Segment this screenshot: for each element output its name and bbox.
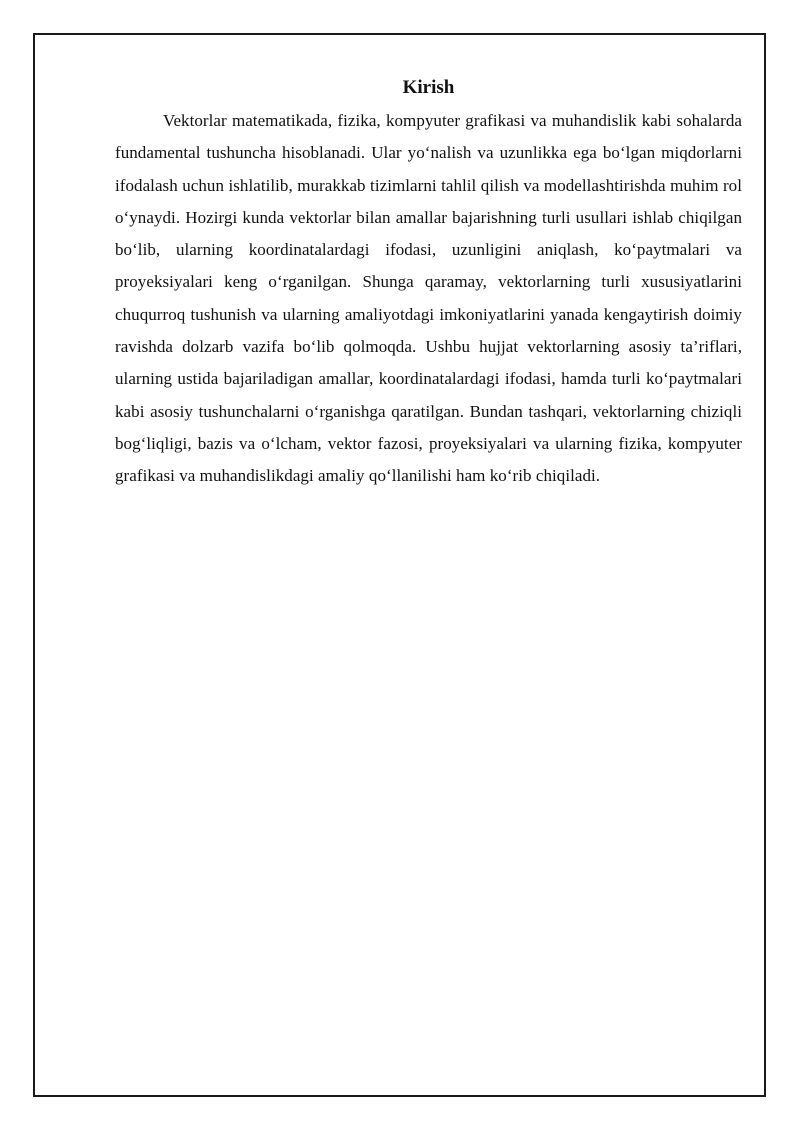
section-title: Kirish xyxy=(402,77,455,98)
body-paragraph: Vektorlar matematikada, fizika, kompyuter grafikasi va muhandislik kabi sohalarda fundamental tushuncha hisoblanadi. Ular yo‘nalish va uzunlikka ega bo‘lgan miqdorlarni ifodalash uchun ishlatilib, murakkab tizimlarni tahlil qilish va modellashtirishda muhim rol o‘ynaydi. Hozirgi kunda vektorlar bilan amallar bajarishning turli usullari ishlab chiqilgan bo‘lib, ularning koordinatalardagi ifodasi, uzunligini aniqlash, ko‘paytmalari va proyeksiyalari keng o‘rganilgan. Shunga qaramay, vektorlarning turli xususiyatlarini chuqurroq tushunish va ularning amaliyotdagi imkoniyatlarini yanada kengaytirish doimiy ravishda dolzarb vazifa bo‘lib qolmoqda. Ushbu hujjat vektorlarning asosiy ta’riflari, ularning ustida bajariladigan amallar, koordinatalardagi ifodasi, hamda turli ko‘paytmalari kabi asosiy tushunchalarni o‘rganishga qaratilgan. Bundan tashqari, vektorlarning chiziqli bog‘liqligi, bazis va o‘lcham, vektor fazosi, proyeksiyalari va ularning fizika, kompyuter grafikasi va muhandislikdagi amaliy qo‘llanilishi ham ko‘rib chiqiladi. xyxy=(115,111,742,486)
document-body xyxy=(115,75,742,493)
